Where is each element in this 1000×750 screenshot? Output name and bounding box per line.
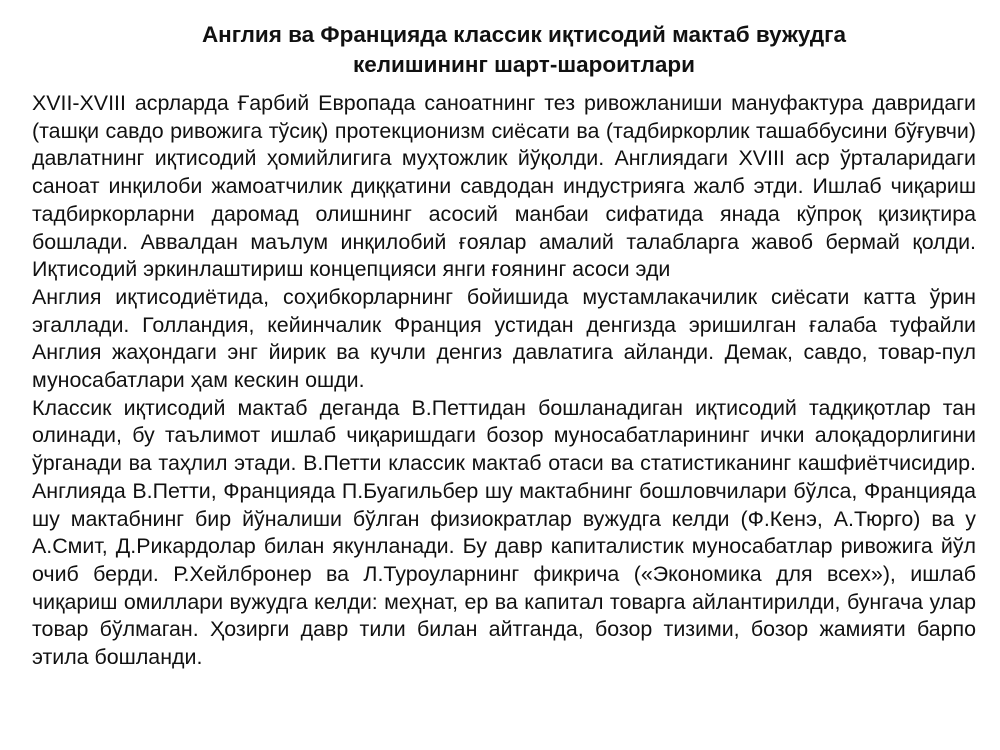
paragraph-1: XVII-XVIII асрларда Ғарбий Европада саноатнинг тез ривожланиши мануфактура давридаги (ташқи савдо ривожига тўсиқ) протекционизм сиёсати ва (тадбиркорлик ташаббусини бўғувчи) давлатнинг иқтисодий ҳомийлигига муҳтожлик йўқолди. Англиядаги XVIII аср ўрталаридаги саноат инқилоби жамоатчилик диққатини савдодан индустрияга жалб этди. Ишлаб чиқариш тадбиркорларни даромад олишнинг асосий манбаи сифатида янада кўпроқ қизиқтира бошлади. Аввалдан маълум инқилобий ғоялар амалий талабларга жавоб бермай қолди. Иқтисодий эркинлаштириш концепцияси янги ғоянинг асоси эди (32, 91, 976, 282)
body-text (32, 90, 976, 672)
paragraph-3: Классик иқтисодий мактаб деганда В.Петтидан бошланадиган иқтисодий тадқиқотлар тан олинади, бу таълимот ишлаб чиқаришдаги бозор муносабатларининг ички алоқадорлигини ўрганади ва таҳлил этади. В.Петти классик мактаб отаси ва статистиканинг кашфиётчисидир. Англияда В.Петти, Францияда П.Буагильбер шу мактабнинг бошловчилари бўлса, Францияда шу мактабнинг бир йўналиши бўлган физиократлар вужудга келди (Ф.Кенэ, А.Тюрго) ва у А.Смит, Д.Рикардолар билан якунланади. Бу давр капиталистик муносабатлар ривожига йўл очиб берди. Р.Хейлбронер ва Л.Туроуларнинг фикрича («Экономика для всех»), ишлаб чиқариш омиллари вужудга келди: меҳнат, ер ва капитал товарга айлантирилди, бунгача улар товар бўлмаган. Ҳозирги давр тили билан айтганда, бозор тизими, бозор жамияти барпо этила бошланди. (32, 395, 976, 670)
page-title (0, 20, 1000, 80)
title-line-2: келишининг шарт-шароитлари (352, 52, 696, 77)
title-line-1: Англия ва Францияда классик иқтисодий мактаб вужудга (201, 22, 847, 47)
paragraph-2: Англия иқтисодиётида, соҳибкорларнинг бойишида мустамлакачилик сиёсати катта ўрин эгаллади. Голландия, кейинчалик Франция устидан денгизда эришилган ғалаба туфайли Англия жаҳондаги энг йирик ва кучли денгиз давлатига айланди. Демак, савдо, товар-пул муносабатлари ҳам кескин ошди. (32, 284, 976, 393)
